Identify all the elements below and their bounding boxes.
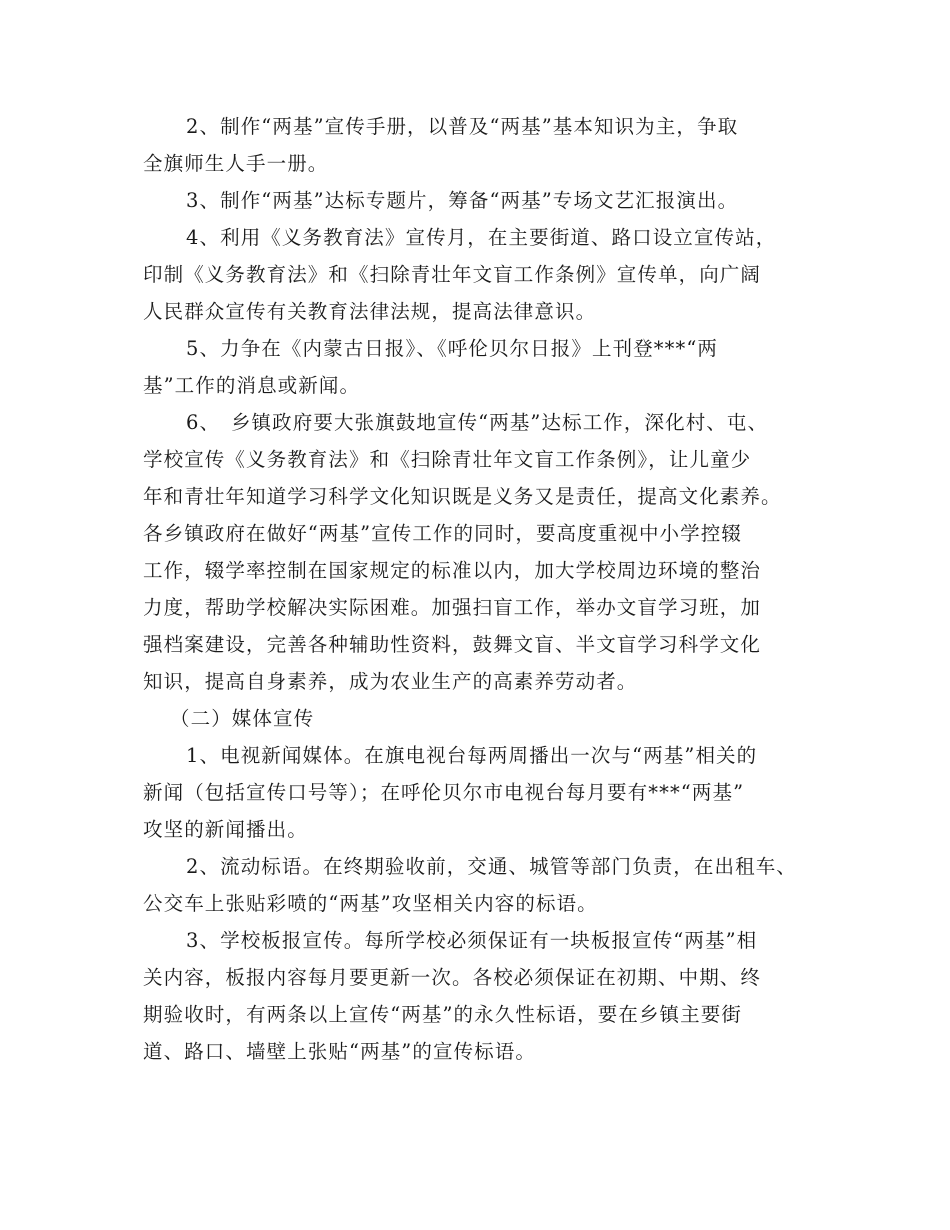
text-line: 2、制作“两基”宣传手册，以普及“两基”基本知识为主，争取 <box>186 115 739 138</box>
text-line: 关内容，板报内容每月要更新一次。各校必须保证在初期、中期、终 <box>143 966 762 989</box>
text-line: 工作，辍学率控制在国家规定的标准以内，加大学校周边环境的整治 <box>143 559 762 582</box>
text-line: 学校宣传《义务教育法》和《扫除青壮年文盲工作条例》，让儿童少 <box>143 448 752 471</box>
text-line: 人民群众宣传有关教育法律法规，提高法律意识。 <box>143 300 597 323</box>
text-line: 5、力争在《内蒙古日报》、《呼伦贝尔日报》上刊登***“两 <box>186 337 719 360</box>
text-line: 强档案建设，完善各种辅助性资料，鼓舞文盲、半文盲学习科学文化 <box>143 633 762 656</box>
text-line: 印制《义务教育法》和《扫除青壮年文盲工作条例》宣传单，向广阔 <box>143 263 762 286</box>
text-line: 年和青壮年知道学习科学文化知识既是义务又是责任，提高文化素养。 <box>143 485 782 508</box>
text-line: 6、 乡镇政府要大张旗鼓地宣传“两基”达标工作，深化村、屯、 <box>186 411 769 434</box>
text-line: 各乡镇政府在做好“两基”宣传工作的同时，要高度重视中小学控辍 <box>143 522 742 545</box>
text-line: 2、流动标语。在终期验收前，交通、城管等部门负责，在出租车、 <box>186 855 797 878</box>
text-line: 知识，提高自身素养，成为农业生产的高素养劳动者。 <box>143 670 638 693</box>
text-line: 期验收时，有两条以上宣传“两基”的永久性标语，要在乡镇主要街 <box>143 1003 742 1026</box>
text-line: 全旗师生人手一册。 <box>143 152 329 175</box>
text-line: 力度，帮助学校解决实际困难。加强扫盲工作，举办文盲学习班，加 <box>143 596 762 619</box>
text-line: 新闻（包括宣传口号等）；在呼伦贝尔市电视台每月要有***“两基” <box>143 781 745 804</box>
section-heading: （二）媒体宣传 <box>170 707 315 730</box>
text-line: 攻坚的新闻播出。 <box>143 818 308 841</box>
text-line: 1、电视新闻媒体。在旗电视台每两周播出一次与“两基”相关的 <box>186 744 758 767</box>
text-line: 基”工作的消息或新闻。 <box>143 374 361 397</box>
text-line: 3、制作“两基”达标专题片，筹备“两基”专场文艺汇报演出。 <box>186 189 739 212</box>
text-line: 道、路口、墙壁上张贴“两基”的宣传标语。 <box>143 1040 536 1063</box>
text-line: 4、利用《义务教育法》宣传月，在主要街道、路口设立宣传站， <box>186 226 777 249</box>
text-line: 3、学校板报宣传。每所学校必须保证有一块板报宣传“两基”相 <box>186 929 758 952</box>
text-line: 公交车上张贴彩喷的“两基”攻坚相关内容的标语。 <box>143 892 598 915</box>
